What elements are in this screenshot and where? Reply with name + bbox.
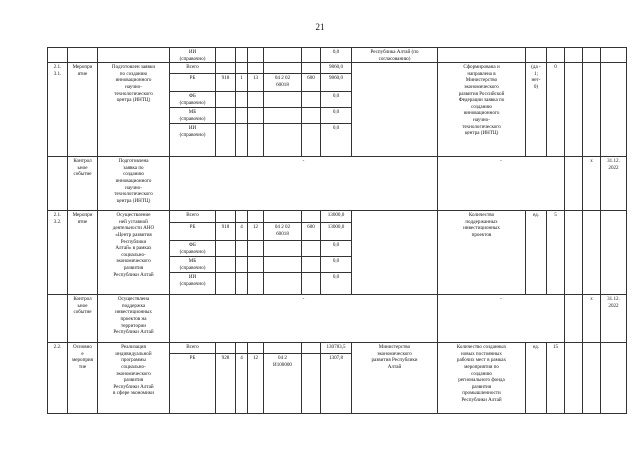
- amount-cell: 13000,0: [321, 211, 352, 223]
- kbk-cell: [302, 354, 321, 414]
- row-kind: Меропри ятие: [68, 63, 98, 157]
- row-number: 2.2.: [48, 343, 68, 414]
- kbk-cell: 600: [302, 223, 321, 241]
- program-table-sheet: [47, 47, 626, 414]
- result-indicator: Количество поддержанных инвестиционных проектов: [438, 211, 526, 295]
- amount-cell: 0,0: [321, 48, 352, 63]
- kbk-cell: [216, 63, 236, 74]
- kbk-cell: 12: [248, 223, 264, 241]
- fin-source-cell: МБ (справочно): [170, 257, 216, 273]
- date-cell: 31.12. 2022: [601, 157, 627, 211]
- kbk-cell: [236, 63, 248, 74]
- control-event-row: [48, 295, 627, 343]
- mark-cell: x: [583, 157, 601, 211]
- kbk-cell: 4: [236, 354, 248, 414]
- table-row-2-1-3-2: [48, 211, 627, 223]
- kbk-cell: 04 2 02 60018: [264, 74, 302, 92]
- target-cell: 5: [547, 211, 565, 295]
- fin-source-cell: ИИ (справочно): [170, 124, 216, 157]
- target-cell: 15: [547, 343, 565, 414]
- kbk-cell: 918: [216, 223, 236, 241]
- row-name: Подготовлен заявки по созданию инновационного научно- технологического центра (ИНТЦ): [98, 63, 170, 157]
- row-number: 2.1. 3.2.: [48, 211, 68, 295]
- result-indicator: Количество созданных новых постоянных рабочих мест в рамках мероприятия по созданию регионального фонда развития промышленности Республики Алтай: [438, 343, 526, 414]
- fin-source-cell: МБ (справочно): [170, 108, 216, 124]
- fin-source-cell: ИИ (справочно): [170, 48, 216, 63]
- row-name: Реализация индивидуальной программы социально- экономического развития Республики Алтай в сфере экономики: [98, 343, 170, 414]
- fin-source-cell: РБ: [170, 74, 216, 92]
- fin-source-cell: РБ: [170, 354, 216, 414]
- executor-cell: Республика Алтай (по согласованию): [352, 48, 438, 63]
- amount-cell: 13000,0: [321, 223, 352, 241]
- kbk-cell: [248, 63, 264, 74]
- program-activities-table: [47, 47, 627, 414]
- fin-source-cell: Всего: [170, 63, 216, 74]
- row-number: 2.1. 3.1.: [48, 63, 68, 157]
- fin-source-cell: Всего: [170, 343, 216, 354]
- row-kind: Меропри ятие: [68, 211, 98, 295]
- kbk-cell: 1: [236, 74, 248, 92]
- kbk-cell: 04 2 И100000: [264, 354, 302, 414]
- fin-source-cell: Всего: [170, 211, 216, 223]
- mark-cell: x: [583, 295, 601, 343]
- amount-cell: 9860,0: [321, 74, 352, 92]
- kbk-cell: 4: [236, 223, 248, 241]
- row-kind: Контрол ьное событие: [68, 295, 98, 343]
- amount-cell: 1307,8: [321, 354, 352, 414]
- fin-source-cell: ФБ (справочно): [170, 241, 216, 257]
- kbk-cell: 600: [302, 74, 321, 92]
- amount-cell: 0,0: [321, 257, 352, 273]
- row-name: Осуществлена поддержка инвестиционных проектов на территории Республики Алтай: [98, 295, 170, 343]
- executor-cell: [352, 211, 438, 295]
- kbk-cell: 928: [216, 354, 236, 414]
- dash-cell: -: [438, 157, 565, 211]
- kbk-cell: 918: [216, 74, 236, 92]
- amount-cell: 9860,0: [321, 63, 352, 74]
- fin-source-cell: ФБ (справочно): [170, 92, 216, 108]
- amount-cell: 0,0: [321, 124, 352, 157]
- row-name: Осуществление ней уставной деятельности АНО «Центр развития Республики Алтай» в рамках социально- экономического развития Республики Алтай: [98, 211, 170, 295]
- target-cell: 0: [547, 63, 565, 157]
- amount-cell: 0,0: [321, 108, 352, 124]
- kbk-cell: 04 2 02 60018: [264, 223, 302, 241]
- fin-source-cell: РБ: [170, 223, 216, 241]
- dash-cell: -: [438, 295, 565, 343]
- kbk-cell: [302, 63, 321, 74]
- page-number: 21: [315, 22, 325, 32]
- amount-cell: 0,0: [321, 241, 352, 257]
- row-kind: Контрол ьное событие: [68, 157, 98, 211]
- table-row-2-2: [48, 343, 627, 354]
- kbk-cell: 13: [248, 74, 264, 92]
- amount-cell: 130783,5: [321, 343, 352, 354]
- dash-cell: -: [170, 295, 438, 343]
- result-indicator: Сформирована и направлена в Министерство экономического развития Российской Федерации заявка по созданию инновационного научно- технологического центра (ИНТЦ): [438, 63, 526, 157]
- continuation-row: [48, 48, 627, 63]
- executor-cell: [352, 63, 438, 157]
- row-kind: Основно е мероприя тие: [68, 343, 98, 414]
- kbk-cell: [264, 63, 302, 74]
- executor-cell: Министерство экономического развития Республики Алтай: [352, 343, 438, 414]
- date-cell: 31.12. 2022: [601, 295, 627, 343]
- unit-cell: ед.: [526, 211, 547, 295]
- row-name: Подготовлена заявка по созданию инновационного научно- технологического центра (ИНТЦ): [98, 157, 170, 211]
- amount-cell: 0,0: [321, 92, 352, 108]
- control-event-row: [48, 157, 627, 211]
- dash-cell: -: [170, 157, 438, 211]
- table-row-2-1-3-1: [48, 63, 627, 74]
- amount-cell: 0,0: [321, 273, 352, 295]
- unit-cell: (да - 1; нет- 0): [526, 63, 547, 157]
- kbk-cell: 12: [248, 354, 264, 414]
- unit-cell: ед.: [526, 343, 547, 414]
- fin-source-cell: ИИ (справочно): [170, 273, 216, 295]
